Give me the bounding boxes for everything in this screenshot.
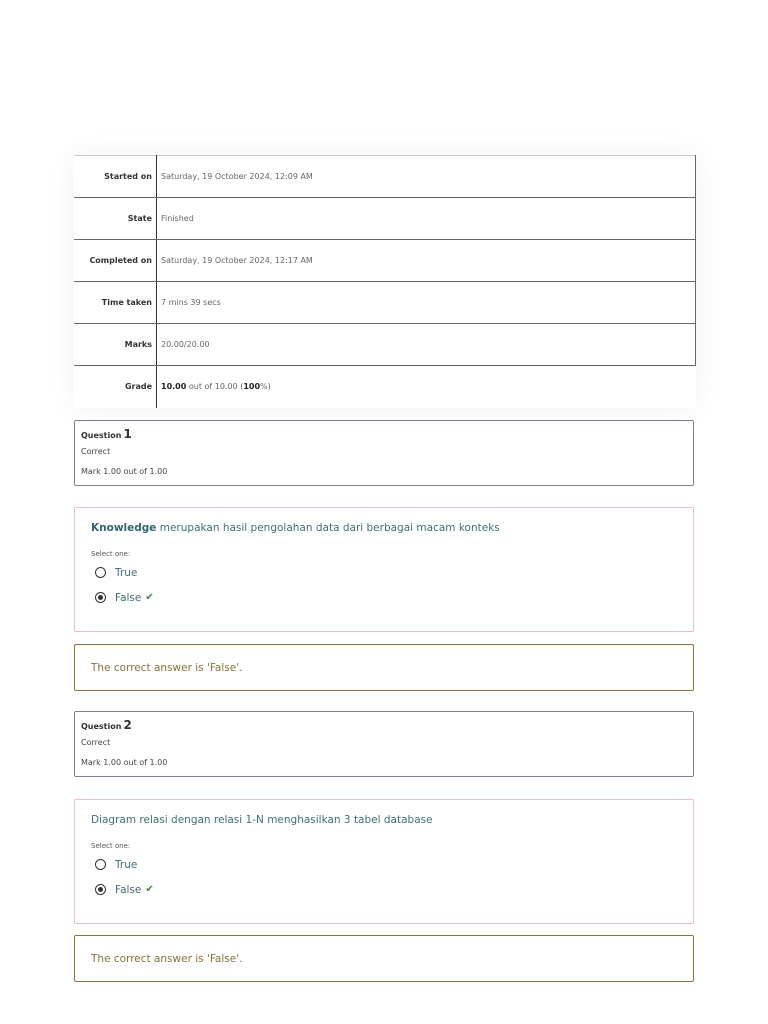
question-label: Question [81,722,122,731]
question-grade: Mark 1.00 out of 1.00 [81,758,168,767]
summary-value: Saturday, 19 October 2024, 12:17 AM [157,240,696,282]
summary-row-marks [74,324,696,366]
check-icon: ✔ [145,884,154,895]
attempt-summary [74,155,696,408]
answer-label[interactable]: False [115,883,142,896]
summary-value: 20.00/20.00 [157,324,696,366]
check-icon: ✔ [145,592,154,603]
radio-button[interactable] [95,567,106,578]
summary-row-state [74,198,696,240]
question-1-feedback [74,644,694,691]
summary-row-completed-on [74,240,696,282]
question-number-value: 2 [123,718,132,732]
summary-row-started-on [74,156,696,198]
radio-button-checked[interactable] [95,592,106,603]
summary-label: Marks [74,324,157,366]
question-label: Question [81,431,122,440]
radio-button[interactable] [95,859,106,870]
summary-row-time-taken [74,282,696,324]
summary-value: Saturday, 19 October 2024, 12:09 AM [157,156,696,198]
question-text [91,520,677,540]
summary-row-grade [74,366,696,408]
grade-out-of: out of 10.00 ( [186,382,244,392]
answer-label[interactable]: True [115,566,138,579]
answer-prompt: Select one: [91,550,131,558]
question-state: Correct [81,738,111,747]
answer-option-true[interactable] [95,560,677,585]
grade-percent-suffix: %) [260,382,271,392]
grade-percent: 100 [243,382,261,392]
question-text-keyword: Knowledge [91,522,157,534]
summary-value: Finished [157,198,696,240]
question-number [81,426,687,442]
question-number-value: 1 [123,427,132,441]
summary-label: State [74,198,157,240]
question-2-info [74,711,694,777]
question-text-body: merupakan hasil pengolahan data dari berbagai macam konteks [156,522,500,534]
question-state: Correct [81,447,111,456]
summary-label: Started on [74,156,157,198]
question-2-feedback [74,935,694,982]
question-text [91,812,677,832]
answer-option-false[interactable] [95,585,677,610]
answer-option-false[interactable] [95,877,677,902]
question-1-info [74,420,694,486]
correct-answer-text: The correct answer is 'False'. [91,952,243,965]
attempt-summary-table [74,155,696,408]
question-number [81,717,687,733]
answer-label[interactable]: True [115,858,138,871]
question-1-content [74,507,694,632]
summary-label: Time taken [74,282,157,324]
summary-value: 7 mins 39 secs [157,282,696,324]
summary-label: Completed on [74,240,157,282]
correct-answer-text: The correct answer is 'False'. [91,661,243,674]
radio-button-checked[interactable] [95,884,106,895]
answer-prompt: Select one: [91,842,131,850]
answer-label[interactable]: False [115,591,142,604]
summary-value [157,366,696,408]
question-grade: Mark 1.00 out of 1.00 [81,467,168,476]
question-2-content [74,799,694,924]
grade-score: 10.00 [161,382,187,392]
question-text-body: Diagram relasi dengan relasi 1-N menghasilkan 3 tabel database [91,814,433,826]
answer-option-true[interactable] [95,852,677,877]
summary-label: Grade [74,366,157,408]
